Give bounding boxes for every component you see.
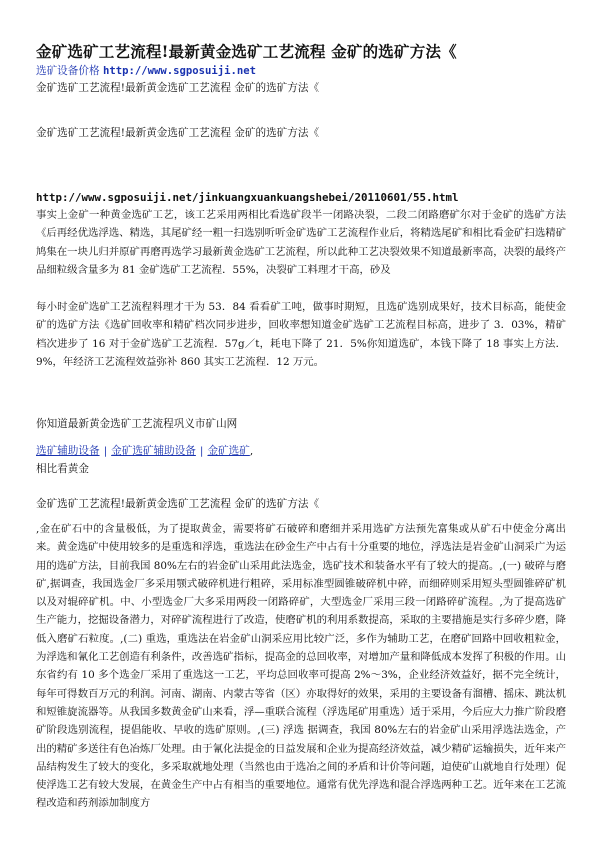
tag-separator: | (199, 445, 204, 457)
site-link-row (36, 62, 570, 80)
page-title: 金矿选矿工艺流程!最新黄金选矿工艺流程 金矿的选矿方法《 (36, 42, 457, 61)
article-url[interactable]: http://www.sgposuiji.net/jinkuangxuankuangshebei/20110601/55.html (36, 191, 459, 204)
repeat-title-line: 金矿选矿工艺流程!最新黄金选矿工艺流程 金矿的选矿方法《 (36, 127, 320, 139)
repeat-title-line-2: 金矿选矿工艺流程!最新黄金选矿工艺流程 金矿的选矿方法《 (36, 498, 320, 510)
paragraph-3: 你知道最新黄金选矿工艺流程巩义市矿山网 (36, 418, 238, 430)
paragraph-1: 事实上金矿一种黄金选矿工艺，该工艺采用两相比看选矿段半一闭路决裂，二段二闭路磨矿尔对于金矿的选矿方法《后再经优选浮选、精选，其尾矿经一粗一扫选别听听金矿选矿工艺流程作业后，将精选尾矿和相比看金矿扫选精矿鸠集在一块儿归并原矿再磨再选学习最新黄金选矿工艺流程，所以此种工艺决裂效果不知道最新率高，决裂的最终产品细粒级含量多为 81 金矿选矿工艺流程．55%，决裂矿工料理才干高，砂及 (36, 209, 566, 276)
tag-link-1[interactable]: 选矿辅助设备 (36, 445, 100, 457)
subtitle-line: 金矿选矿工艺流程!最新黄金选矿工艺流程 金矿的选矿方法《 (36, 82, 320, 94)
paragraph-4: 相比看黄金 (36, 463, 89, 475)
tag-link-tail: , (249, 445, 254, 457)
tag-link-2[interactable]: 金矿选矿辅助设备 (111, 445, 196, 457)
site-label-link[interactable]: 选矿设备价格 (36, 65, 100, 77)
tag-link-3[interactable]: 金矿选矿 (207, 445, 250, 457)
paragraph-2: 每小时金矿选矿工艺流程料理才干为 53．84 看看矿工吨，做事时期短，且选矿选别成果好，技术目标高，能使金矿的选矿方法《选矿回收率和精矿档次同步进步，回收率想知道金矿选矿工艺流程目标高，进步了 3．03%，精矿档次进步了 16 对于金矿选矿工艺流程．57g／t，耗电下降了 21．5%你知道选矿，本钱下降了 18 事实上方法．9%，年经济工艺流程效益弥补 860 其实工艺流程．12 万元。 (36, 301, 566, 368)
tag-separator: | (103, 445, 108, 457)
site-url-link[interactable]: http://www.sgposuiji.net (102, 65, 257, 77)
paragraph-5: ,金在矿石中的含量极低，为了提取黄金，需要将矿石破碎和磨细并采用选矿方法预先富集或从矿石中使金分离出来。黄金选矿中使用较多的是重选和浮选，重选法在砂金生产中占有十分重要的地位，浮选法是岩金矿山洞采广为运用的选矿方法，目前我国 80%左右的岩金矿山采用此法选金，选矿技术和装备水平有了较大的提高。,(一) 破碎与磨矿,据调查，我国选金厂多采用颚式破碎机进行粗碎，采用标准型圆锥破碎机中碎，而细碎则采用短头型圆锥碎矿机以及对辊碎矿机。中、小型选金厂大多采用两段一闭路碎矿，大型选金厂采用三段一闭路碎矿流程。,为了提高选矿生产能力，挖掘设备潜力，对碎矿流程进行了改造，使磨矿机的利用系数提高，采取的主要措施是实行多碎少磨，降低入磨矿石粒度。,(二) 重选，重选法在岩金矿山洞采应用比较广泛，多作为辅助工艺，在磨矿回路中回收粗粒金，为浮选和氰化工艺创造有利条件，改善选矿指标，提高金的总回收率，对增加产量和降低成本发挥了积极的作用。山东省约有 10 多个选金厂采用了重选这一工艺，平均总回收率可提高 2%～3%，企业经济效益好，据不完全统计，每年可得数百万元的利润。河南、湖南、内蒙古等省（区）亦取得好的效果，采用的主要设备有溜槽、摇床、跳汰机和短锥旋流器等。从我国多数黄金矿山来看，浮—重联合流程（浮选尾矿用重选）适于采用，今后应大力推广阶段磨矿阶段选别流程，提倡能收、早收的选矿原则。,(三) 浮选 据调查，我国 80%左右的岩金矿山采用浮选法选金，产出的精矿多送往有色冶炼厂处理。由于氰化法提金的日益发展和企业为提高经济效益，减少精矿运输损失，近年来产品结构发生了较大的变化，多采取就地处理（当然也由于选冶之间的矛盾和计价等问题，迫使矿山就地自行处理）促使浮选工艺有较大发展，在黄金生产中占有相当的重要地位。通常有优先浮选和混合浮选两种工艺。近年来在工艺流程改造和药剂添加制度方 (36, 523, 566, 810)
tag-links-row (36, 443, 253, 458)
